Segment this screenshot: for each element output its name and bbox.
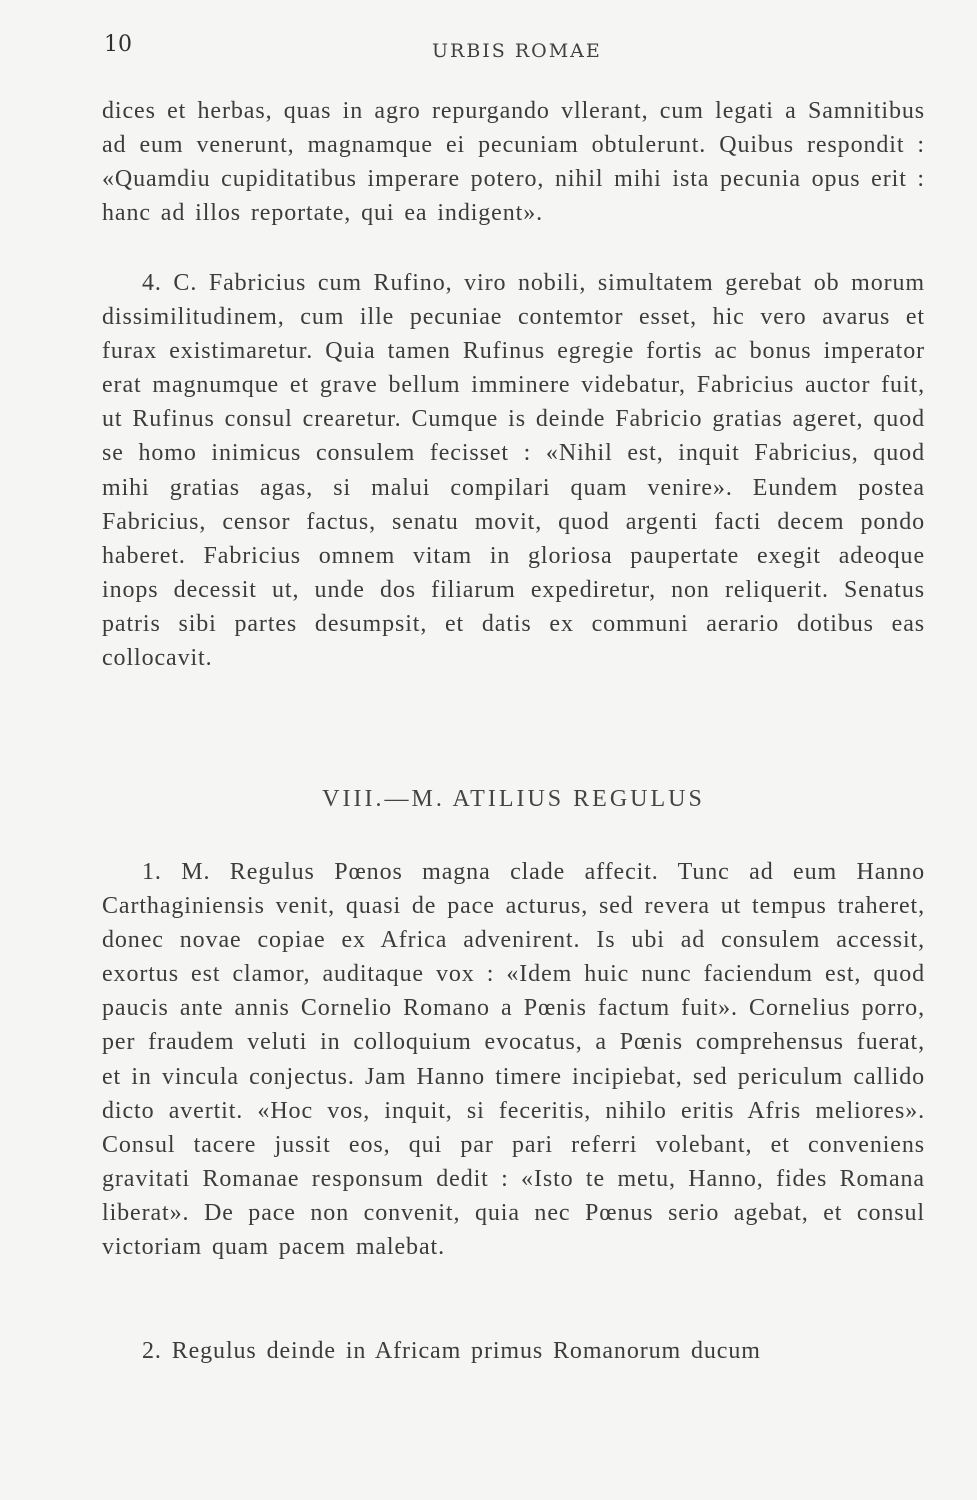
section-heading: VIII.—M. ATILIUS REGULUS [322,786,705,812]
running-title: URBIS ROMAE [432,40,602,62]
paragraph-4-text: 2. Regulus deinde in Africam primus Romanorum ducum [142,1338,761,1364]
paragraph-3 [102,855,925,1264]
paragraph-2 [102,266,925,675]
paragraph-1-text: dices et herbas, quas in agro repurgando vllerant, cum legati a Samnitibus ad eum venerunt, magnamque ei pecuniam obtulerunt. Quibus respondit : «Quamdiu cupiditatibus imperare potero, nihil mihi ista pecunia opus erit : hanc ad illos reportate, qui ea indigent». [102,98,925,227]
paragraph-4 [102,1334,925,1368]
page-number: 10 [104,32,132,57]
paragraph-3-text: 1. M. Regulus Pœnos magna clade affecit. Tunc ad eum Hanno Carthaginiensis venit, quasi de pace acturus, sed revera ut tempus traheret, donec novae copiae ex Africa advenirent. Is ubi ad consulem accessit, exortus est clamor, auditaque vox : «Idem huic nunc faciendum est, quod paucis ante annis Cornelio Romano a Pœnis factum fuit». Cornelius porro, per fraudem veluti in colloquium evocatus, a Pœnis comprehensus fuerat, et in vincula conjectus. Jam Hanno timere incipiebat, sed periculum callido dicto avertit. «Hoc vos, inquit, si feceritis, nihilo eritis Afris meliores». Consul tacere jussit eos, qui par pari referri volebant, et conveniens gravitati Romanae responsum dedit : «Isto te metu, Hanno, fides Romana liberat». De pace non convenit, quia nec Pœnus serio agebat, et consul victoriam quam pacem malebat. [102,859,925,1261]
paragraph-2-text: 4. C. Fabricius cum Rufino, viro nobili, simultatem gerebat ob morum dissimilitudinem, cum ille pecuniae contemtor esset, hic vero avarus et furax existimaretur. Quia tamen Rufinus egregie fortis ac bonus imperator erat magnumque et grave bellum imminere videbatur, Fabricius auctor fuit, ut Rufinus consul crearetur. Cumque is deinde Fabricio gratias ageret, quod se homo inimicus consulem fecisset : «Nihil est, inquit Fabricius, quod mihi gratias agas, si malui compilari quam venire». Eundem postea Fabricius, censor factus, senatu movit, quod argenti facti decem pondo haberet. Fabricius omnem vitam in gloriosa paupertate exegit adeoque inops decessit ut, unde dos filiarum expediretur, non reliquerit. Senatus patris sibi partes desumpsit, et datis ex communi aerario dotibus eas collocavit. [102,270,925,672]
paragraph-1 [102,94,925,230]
page-header [100,32,925,72]
